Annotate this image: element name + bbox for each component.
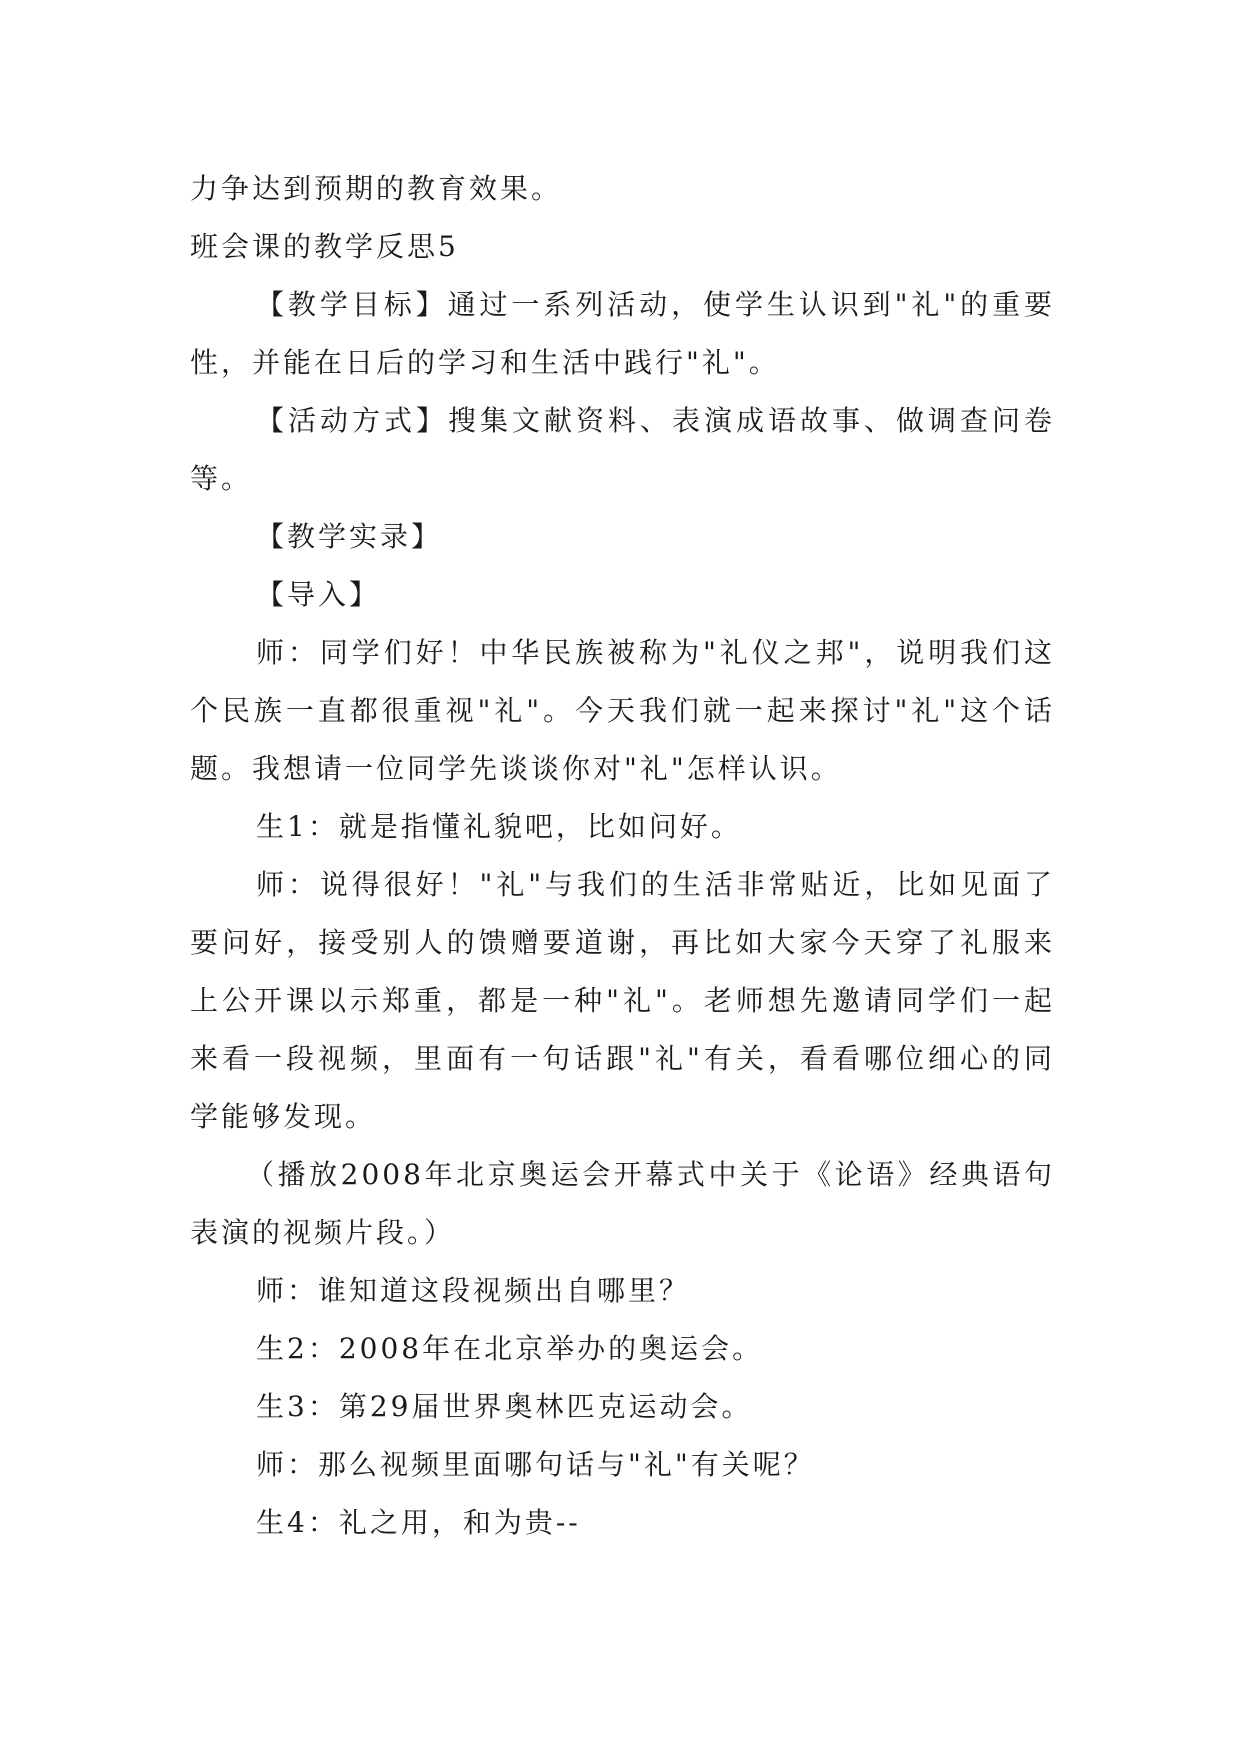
student-dialogue-2: 生2：2008年在北京举办的奥运会。 <box>256 1332 764 1365</box>
document-body <box>190 160 1055 1552</box>
student-dialogue-4: 生4：礼之用，和为贵-- <box>256 1506 581 1539</box>
teaching-goal-paragraph: 【教学目标】通过一系列活动，使学生认识到"礼"的重要性，并能在日后的学习和生活中践行"礼"。 <box>190 288 1055 379</box>
teacher-dialogue-4: 师：那么视频里面哪句话与"礼"有关呢？ <box>256 1448 815 1481</box>
teacher-dialogue-2: 师：说得很好！"礼"与我们的生活非常贴近，比如见面了要问好，接受别人的馈赠要道谢，再比如大家今天穿了礼服来上公开课以示郑重，都是一种"礼"。老师想先邀请同学们一起来看一段视频，里面有一句话跟"礼"有关，看看哪位细心的同学能够发现。 <box>190 868 1055 1133</box>
introduction-heading: 【导入】 <box>256 578 381 611</box>
activity-method-paragraph: 【活动方式】搜集文献资料、表演成语故事、做调查问卷等。 <box>190 404 1055 495</box>
teacher-dialogue-3: 师：谁知道这段视频出自哪里？ <box>256 1274 691 1307</box>
student-dialogue-3: 生3：第29届世界奥林匹克运动会。 <box>256 1390 753 1423</box>
teacher-dialogue-1: 师：同学们好！中华民族被称为"礼仪之邦"，说明我们这个民族一直都很重视"礼"。今天我们就一起来探讨"礼"这个话题。我想请一位同学先谈谈你对"礼"怎样认识。 <box>190 636 1055 785</box>
paragraph-1: 力争达到预期的教育效果。 <box>190 172 563 205</box>
teaching-record-heading: 【教学实录】 <box>256 520 443 553</box>
video-note: （播放2008年北京奥运会开幕式中关于《论语》经典语句表演的视频片段。） <box>190 1158 1055 1249</box>
student-dialogue-1: 生1：就是指懂礼貌吧，比如问好。 <box>256 810 742 843</box>
section-heading: 班会课的教学反思5 <box>190 230 459 263</box>
